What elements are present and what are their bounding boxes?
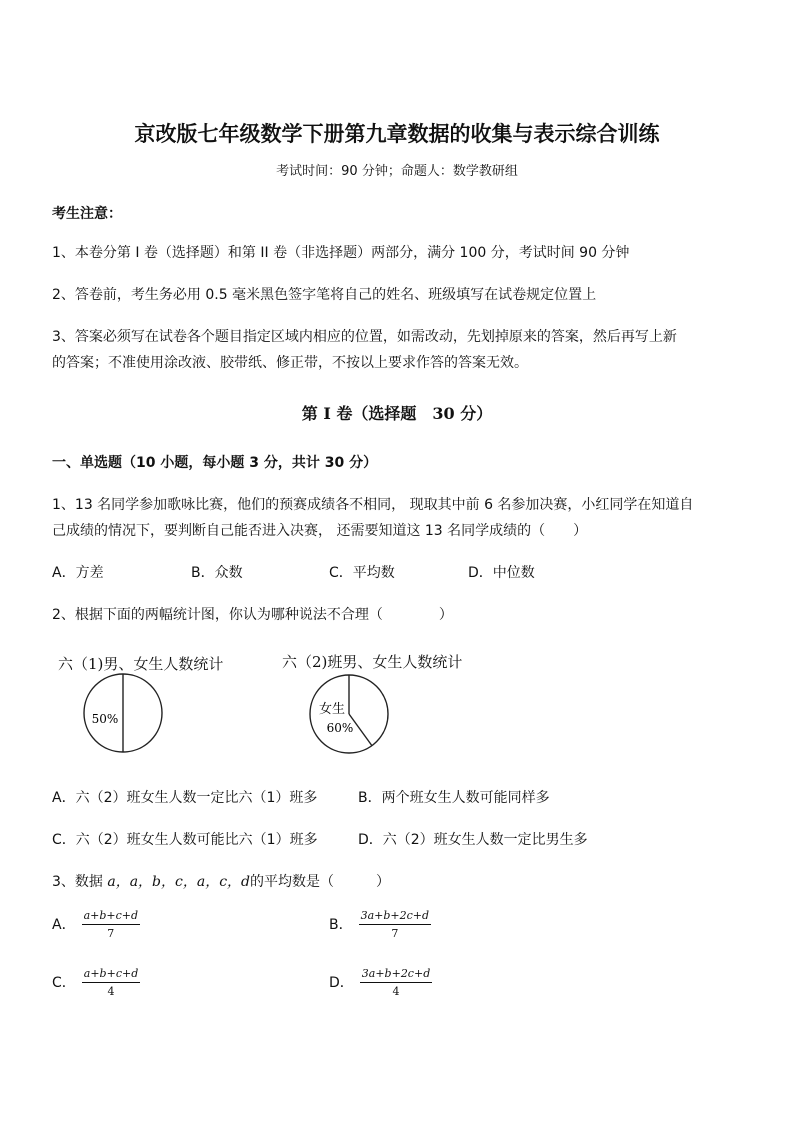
exam-info: 考试时间：90 分钟；命题人：数学教研组 <box>276 164 518 179</box>
chart1-title: 六（1)男、女生人数统计 <box>58 655 224 673</box>
notice-heading: 考生注意： <box>52 206 122 222</box>
q1-option-c: C．平均数 <box>329 565 395 581</box>
chart1-pie-label: 50% <box>91 712 119 726</box>
q2-option-c: C．六（2）班女生人数可能比六（1）班多 <box>52 832 318 848</box>
q3-option-c <box>52 967 140 998</box>
q3-option-b-label: B． <box>329 916 353 933</box>
fraction-denominator: 7 <box>391 927 399 940</box>
chart1-pie <box>80 672 166 756</box>
notice-item-1: 1、本卷分第 I 卷（选择题）和第 II 卷（非选择题）两部分，满分 100 分，考试时间 90 分钟 <box>52 245 630 261</box>
notice-item-3-line1: 3、答案必须写在试卷各个题目指定区域内相应的位置，如需改动，先划掉原来的答案，然后再写上新 <box>52 329 677 345</box>
fraction-denominator: 4 <box>107 985 115 998</box>
q1-option-a: A．方差 <box>52 565 104 581</box>
q3-option-b <box>329 909 431 940</box>
chart2-title: 六（2)班男、女生人数统计 <box>282 653 463 671</box>
q3-stem-suffix: 的平均数是（ ） <box>250 874 391 890</box>
q3-option-d-label: D． <box>329 974 354 991</box>
fraction-denominator: 7 <box>107 927 115 940</box>
page-title: 京改版七年级数学下册第九章数据的收集与表示综合训练 <box>134 121 660 146</box>
q3-option-a-label: A． <box>52 916 76 933</box>
part-heading: 一、单选题（10 小题，每小题 3 分，共计 30 分） <box>52 455 378 471</box>
fraction-numerator: a+b+c+d <box>82 909 140 925</box>
notice-item-2: 2、答卷前，考生务必用 0.5 毫米黑色签字笔将自己的姓名、班级填写在试卷规定位置上 <box>52 287 597 303</box>
chart2-pie-label-girls: 女生 <box>318 702 346 717</box>
section-title: 第 I 卷（选择题 30 分） <box>301 404 493 423</box>
q1-option-d: D．中位数 <box>468 565 535 581</box>
q3-stem-prefix: 3、数据 <box>52 874 108 890</box>
q1-option-b: B．众数 <box>191 565 243 581</box>
q3-option-d-fraction <box>360 967 432 998</box>
q3-option-c-fraction <box>82 967 140 998</box>
fraction-numerator: 3a+b+2c+d <box>360 967 432 983</box>
q2-option-a: A．六（2）班女生人数一定比六（1）班多 <box>52 790 318 806</box>
q3-option-c-label: C． <box>52 974 76 991</box>
q1-stem-line2: 己成绩的情况下，要判断自己能否进入决赛， 还需要知道这 13 名同学成绩的（ ） <box>52 523 588 539</box>
q3-option-a-fraction <box>82 909 140 940</box>
q2-option-b: B．两个班女生人数可能同样多 <box>358 790 550 806</box>
notice-item-3-line2: 的答案；不准使用涂改液、胶带纸、修正带，不按以上要求作答的答案无效。 <box>52 355 528 371</box>
q1-stem-line1: 1、13 名同学参加歌咏比赛，他们的预赛成绩各不相同， 现取其中前 6 名参加决赛，小红同学在知道自 <box>52 497 694 513</box>
q2-stem: 2、根据下面的两幅统计图，你认为哪种说法不合理（ ） <box>52 607 453 623</box>
fraction-numerator: 3a+b+2c+d <box>359 909 431 925</box>
chart2-pie <box>306 673 392 757</box>
fraction-denominator: 4 <box>392 985 400 998</box>
q3-option-b-fraction <box>359 909 431 940</box>
q3-stem <box>52 871 390 891</box>
q3-stem-vars: a，a，b，c，a，c，d <box>107 874 251 890</box>
q2-option-d: D．六（2）班女生人数一定比男生多 <box>358 832 588 848</box>
chart2-pie-label-percent: 60% <box>326 721 354 735</box>
fraction-numerator: a+b+c+d <box>82 967 140 983</box>
q3-option-a <box>52 909 140 940</box>
q3-option-d <box>329 967 432 998</box>
